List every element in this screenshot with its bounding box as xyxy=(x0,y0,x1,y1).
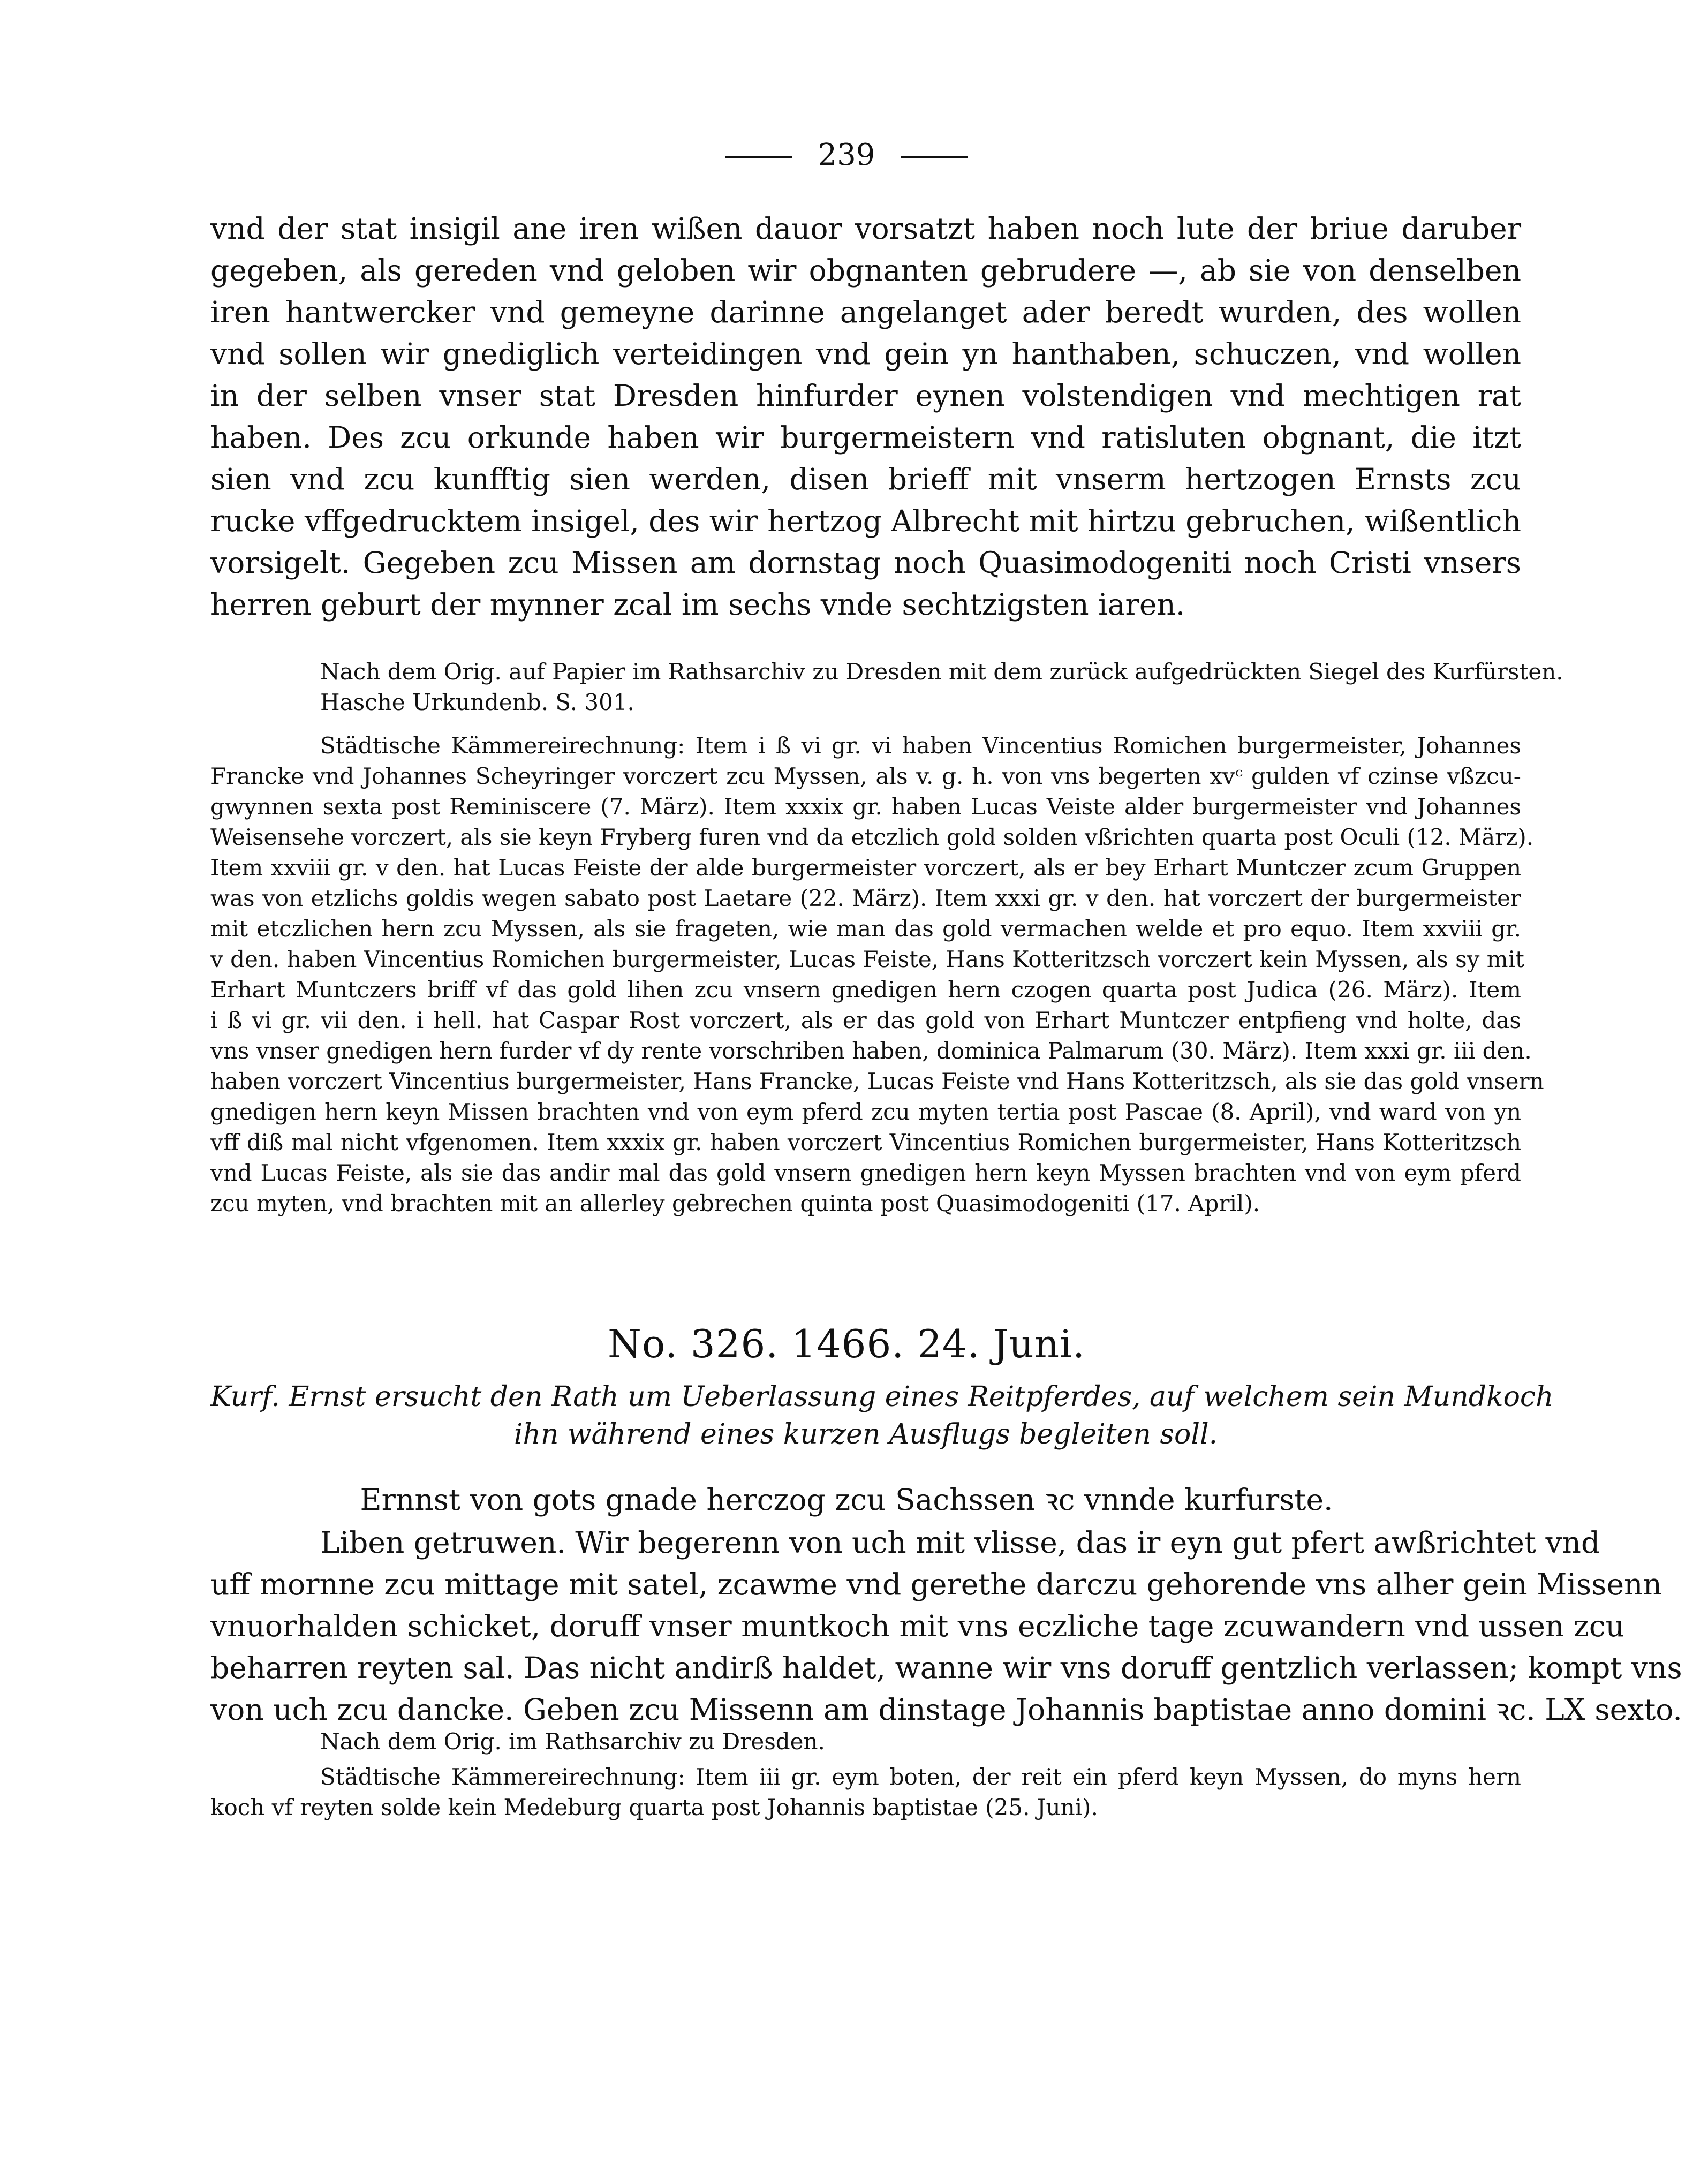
text-line: rucke vffgedrucktem insigel, des wir hertzog Albrecht mit hirtzu gebruchen, wißentlich xyxy=(210,504,1521,538)
note-line: vff diß mal nicht vfgenomen. Item xxxix gr. haben vorczert Vincentius Romichen burgermeister, Hans Kotteritzsch xyxy=(210,1129,1521,1155)
note-line: koch vf reyten solde kein Medeburg quarta post Johannis baptistae (25. Juni). xyxy=(210,1794,1098,1820)
letter-body xyxy=(210,1522,1682,1730)
note-line: Städtische Kämmereirechnung: Item iii gr. eym boten, der reit ein pferd keyn Myssen, do myns hern xyxy=(320,1764,1521,1790)
text-line: herren geburt der mynner zcal im sechs vnde sechtzigsten iaren. xyxy=(210,587,1185,622)
note-line: vnd Lucas Feiste, als sie das andir mal das gold vnsern gnedigen hern keyn Myssen brachten vnd von eym pferd xyxy=(210,1160,1521,1186)
continuation-text xyxy=(210,208,1521,625)
text-line: vnd der stat insigil ane iren wißen dauor vorsatzt haben noch lute der briue daruber xyxy=(210,211,1521,246)
note-line: gwynnen sexta post Reminiscere (7. März). Item xxxix gr. haben Lucas Veiste alder burgermeister vnd Johannes xyxy=(210,794,1521,820)
note-line: mit etczlichen hern zcu Myssen, als sie frageten, wie man das gold vermachen welde et pro equo. Item xxviii gr. xyxy=(210,916,1521,942)
note-line: i ß vi gr. vii den. i hell. hat Caspar Rost vorczert, als er das gold von Erhart Muntczer entpfieng vnd holte, das xyxy=(210,1007,1521,1033)
text-line: vorsigelt. Gegeben zcu Missen am dornstag noch Quasimodogeniti noch Cristi vnsers xyxy=(210,546,1521,580)
text-line: haben. Des zcu orkunde haben wir burgermeistern vnd ratisluten obgnant, die itzt xyxy=(210,420,1521,455)
note-line: Städtische Kämmereirechnung: Item i ß vi gr. vi haben Vincentius Romichen burgermeister, Johannes xyxy=(320,732,1521,759)
note-line: vns vnser gnedigen hern furder vf dy rente vorschriben haben, dominica Palmarum (30. März). Item xxxi gr. iii den. xyxy=(210,1038,1532,1064)
note-line: Nach dem Orig. im Rathsarchiv zu Dresden. xyxy=(320,1728,825,1755)
summary-line: Kurf. Ernst ersucht den Rath um Ueberlassung eines Reitpferdes, auf welchem sein Mundkoch xyxy=(210,1381,1554,1413)
accounts-note-326 xyxy=(210,1762,1521,1823)
text-line: in der selben vnser stat Dresden hinfurder eynen volstendigen vnd mechtigen rat xyxy=(210,379,1521,413)
salutation-line: Ernnst von gots gnade herczog zcu Sachssen ꝛc vnnde kurfurste. xyxy=(360,1483,1333,1517)
source-note-326 xyxy=(210,1726,1521,1757)
summary-line: ihn während eines kurzen Ausflugs begleiten soll. xyxy=(513,1418,1218,1450)
document-summary xyxy=(210,1378,1554,1453)
text-line: sien vnd zcu kunfftig sien werden, disen brieff mit vnserm hertzogen Ernsts zcu xyxy=(210,462,1521,496)
source-note-325 xyxy=(210,656,1563,717)
text-line: vnuorhalden schicket, doruff vnser muntkoch mit vns eczliche tage zcuwandern vnd ussen zcu xyxy=(210,1609,1625,1643)
note-line: Francke vnd Johannes Scheyringer vorczert zcu Myssen, als v. g. h. von vns begerten xvᶜ gulden vf czinse vßzcu- xyxy=(210,763,1521,789)
accounts-note-325 xyxy=(210,730,1544,1219)
note-line: Hasche Urkundenb. S. 301. xyxy=(320,689,634,715)
header-rule-right xyxy=(901,156,968,158)
document-heading: No. 326. 1466. 24. Juni. xyxy=(608,1321,1085,1366)
note-line: Nach dem Orig. auf Papier im Rathsarchiv zu Dresden mit dem zurück aufgedrückten Siegel des Kurfürsten. xyxy=(320,659,1563,685)
note-line: zcu myten, vnd brachten mit an allerley gebrechen quinta post Quasimodogeniti (17. April). xyxy=(210,1190,1260,1216)
note-line: Weisensehe vorczert, als sie keyn Fryberg furen vnd da etczlich gold solden vßrichten quarta post Oculi (12. März). xyxy=(210,824,1534,850)
note-line: gnedigen hern keyn Missen brachten vnd von eym pferd zcu myten tertia post Pascae (8. April), vnd ward von yn xyxy=(210,1099,1521,1125)
page-number: 239 xyxy=(818,138,875,172)
text-line: beharren reyten sal. Das nicht andirß haldet, wanne wir vns doruff gentzlich verlassen; kompt vns xyxy=(210,1651,1682,1685)
text-line: uff mornne zcu mittage mit satel, zcawme vnd gerethe darczu gehorende vns alher gein Missenn xyxy=(210,1567,1662,1601)
text-line: vnd sollen wir gnediglich verteidingen vnd gein yn hanthaben, schuczen, vnd wollen xyxy=(210,337,1521,371)
text-line: iren hantwercker vnd gemeyne darinne angelanget ader beredt wurden, des wollen xyxy=(210,295,1521,329)
note-line: v den. haben Vincentius Romichen burgermeister, Lucas Feiste, Hans Kotteritzsch vorczert kein Myssen, als sy mit xyxy=(210,946,1524,972)
text-line: gegeben, als gereden vnd geloben wir obgnanten gebrudere —, ab sie von denselben xyxy=(210,253,1521,288)
note-line: Item xxviii gr. v den. hat Lucas Feiste der alde burgermeister vorczert, als er bey Erhart Muntczer zcum Gruppen xyxy=(210,855,1521,881)
header-rule-left xyxy=(725,156,792,158)
text-line: Liben getruwen. Wir begerenn von uch mit vlisse, das ir eyn gut pfert awßrichtet vnd xyxy=(320,1525,1600,1560)
note-line: haben vorczert Vincentius burgermeister, Hans Francke, Lucas Feiste vnd Hans Kotteritzsch, als sie das gold vnsern xyxy=(210,1068,1544,1094)
page-header xyxy=(0,134,1693,177)
note-line: Erhart Muntczers briff vf das gold lihen zcu vnsern gnedigen hern czogen quarta post Judica (26. März). Item xyxy=(210,977,1521,1003)
text-line: von uch zcu dancke. Geben zcu Missenn am dinstage Johannis baptistae anno domini ꝛc. LX sexto. xyxy=(210,1692,1682,1727)
note-line: was von etzlichs goldis wegen sabato post Laetare (22. März). Item xxxi gr. v den. hat vorczert der burgermeister xyxy=(210,885,1521,911)
